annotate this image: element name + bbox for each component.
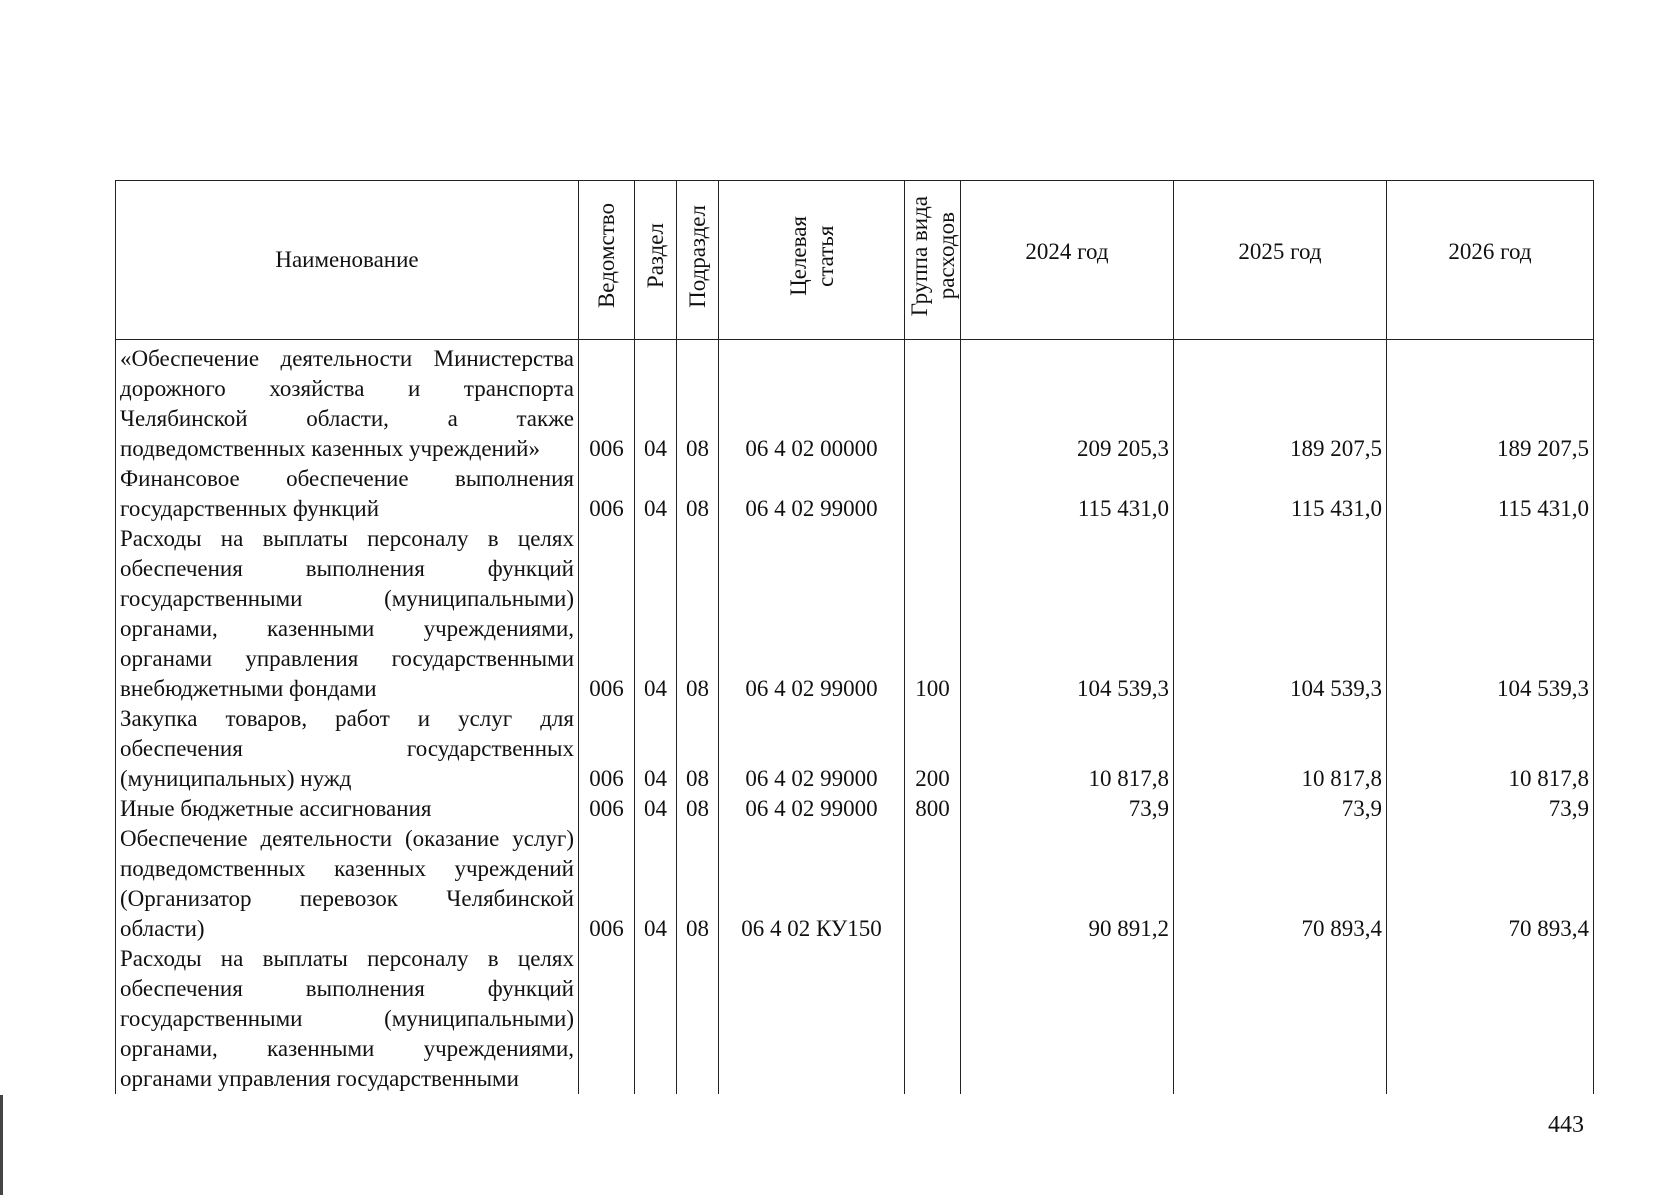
row-vedomstvo: 006 <box>579 824 635 944</box>
page-number: 443 <box>1548 1112 1584 1138</box>
budget-table <box>115 180 1594 1094</box>
row-podrazdel: 08 <box>677 824 719 944</box>
row-target-article: 06 4 02 00000 <box>719 340 905 465</box>
row-razdel <box>635 944 677 1094</box>
row-name: Финансовое обеспечение выполнения государственных функций <box>116 464 579 524</box>
row-target-article: 06 4 02 99000 <box>719 524 905 704</box>
row-value-2024: 115 431,0 <box>961 464 1174 524</box>
row-value-2026: 10 817,8 <box>1387 704 1594 794</box>
row-target-article: 06 4 02 99000 <box>719 794 905 824</box>
table-row <box>116 794 1594 824</box>
scan-edge-mark <box>0 1095 3 1195</box>
row-value-2026 <box>1387 944 1594 1094</box>
row-name: Обеспечение деятельности (оказание услуг) подведомственных казенных учреждений (Организатор перевозок Челябинской области) <box>116 824 579 944</box>
row-target-article: 06 4 02 КУ150 <box>719 824 905 944</box>
table-row <box>116 524 1594 704</box>
row-podrazdel: 08 <box>677 524 719 704</box>
header-expense-group: Группа вида расходов <box>905 181 961 340</box>
row-value-2025: 73,9 <box>1174 794 1387 824</box>
row-value-2026: 115 431,0 <box>1387 464 1594 524</box>
row-podrazdel <box>677 944 719 1094</box>
row-value-2025: 104 539,3 <box>1174 524 1387 704</box>
row-value-2025 <box>1174 944 1387 1094</box>
row-name: Иные бюджетные ассигнования <box>116 794 579 824</box>
table-row <box>116 704 1594 794</box>
table-row <box>116 944 1594 1094</box>
row-name: «Обеспечение деятельности Министерства дорожного хозяйства и транспорта Челябинской области, а также подведомственных казенных учреждений» <box>116 340 579 465</box>
header-target-article: Целевая статья <box>719 181 905 340</box>
row-razdel: 04 <box>635 824 677 944</box>
row-vedomstvo: 006 <box>579 794 635 824</box>
row-razdel: 04 <box>635 524 677 704</box>
row-name: Расходы на выплаты персоналу в целях обеспечения выполнения функций государственными (муниципальными) органами, казенными учреждениями, органами управления государственными <box>116 944 579 1094</box>
table-row <box>116 464 1594 524</box>
row-name: Закупка товаров, работ и услуг для обеспечения государственных (муниципальных) нужд <box>116 704 579 794</box>
row-name: Расходы на выплаты персоналу в целях обеспечения выполнения функций государственными (муниципальными) органами, казенными учреждениями, органами управления государственными внебюджетными фондами <box>116 524 579 704</box>
row-target-article <box>719 944 905 1094</box>
header-year-2024: 2024 год <box>961 181 1174 340</box>
row-value-2024: 104 539,3 <box>961 524 1174 704</box>
row-value-2025: 115 431,0 <box>1174 464 1387 524</box>
row-vedomstvo: 006 <box>579 340 635 465</box>
row-vedomstvo <box>579 944 635 1094</box>
table-header-row <box>116 181 1594 340</box>
row-vedomstvo: 006 <box>579 704 635 794</box>
row-razdel: 04 <box>635 704 677 794</box>
row-value-2026: 189 207,5 <box>1387 340 1594 465</box>
row-value-2024 <box>961 944 1174 1094</box>
row-razdel: 04 <box>635 464 677 524</box>
row-value-2026: 70 893,4 <box>1387 824 1594 944</box>
row-expense-group <box>905 824 961 944</box>
row-value-2026: 73,9 <box>1387 794 1594 824</box>
row-value-2024: 73,9 <box>961 794 1174 824</box>
row-expense-group <box>905 464 961 524</box>
header-razdel: Раздел <box>635 181 677 340</box>
row-value-2025: 189 207,5 <box>1174 340 1387 465</box>
row-podrazdel: 08 <box>677 340 719 465</box>
row-razdel: 04 <box>635 794 677 824</box>
header-year-2026: 2026 год <box>1387 181 1594 340</box>
row-podrazdel: 08 <box>677 704 719 794</box>
row-expense-group: 800 <box>905 794 961 824</box>
header-year-2025: 2025 год <box>1174 181 1387 340</box>
row-expense-group: 100 <box>905 524 961 704</box>
row-value-2025: 70 893,4 <box>1174 824 1387 944</box>
row-vedomstvo: 006 <box>579 524 635 704</box>
row-value-2026: 104 539,3 <box>1387 524 1594 704</box>
header-podrazdel: Подраздел <box>677 181 719 340</box>
table-row <box>116 340 1594 465</box>
row-value-2024: 10 817,8 <box>961 704 1174 794</box>
row-vedomstvo: 006 <box>579 464 635 524</box>
row-value-2024: 90 891,2 <box>961 824 1174 944</box>
row-expense-group <box>905 944 961 1094</box>
table-row <box>116 824 1594 944</box>
header-vedomstvo: Ведомство <box>579 181 635 340</box>
row-podrazdel: 08 <box>677 464 719 524</box>
row-expense-group: 200 <box>905 704 961 794</box>
header-name: Наименование <box>116 181 579 340</box>
row-value-2024: 209 205,3 <box>961 340 1174 465</box>
row-expense-group <box>905 340 961 465</box>
row-podrazdel: 08 <box>677 794 719 824</box>
row-razdel: 04 <box>635 340 677 465</box>
row-value-2025: 10 817,8 <box>1174 704 1387 794</box>
row-target-article: 06 4 02 99000 <box>719 704 905 794</box>
row-target-article: 06 4 02 99000 <box>719 464 905 524</box>
